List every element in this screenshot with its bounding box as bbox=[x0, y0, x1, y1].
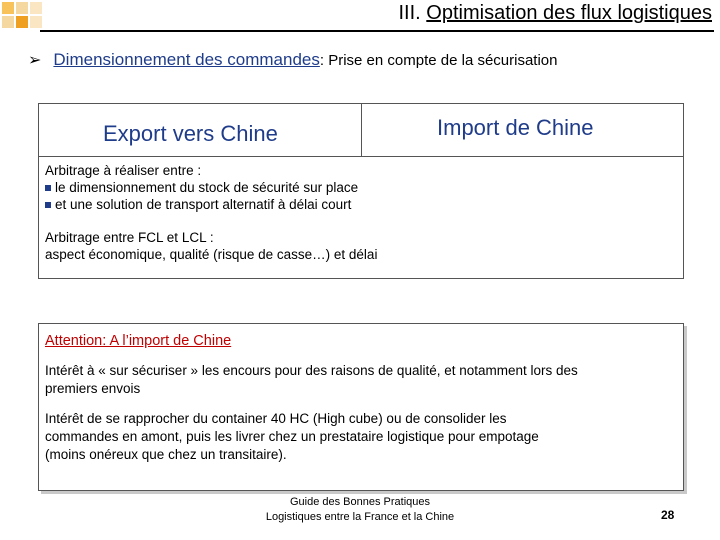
footer-line: Guide des Bonnes Pratiques bbox=[289, 496, 431, 508]
paragraph-encours bbox=[45, 362, 677, 398]
list-item bbox=[45, 196, 377, 213]
paragraph-line: Intérêt de se rapprocher du container 40 HC (High cube) ou de consolider les bbox=[45, 411, 507, 426]
bullet-heading: Dimensionnement des commandes bbox=[53, 50, 320, 69]
paragraph-line: (moins onéreux que chez un transitaire). bbox=[45, 447, 287, 462]
arrow-bullet-icon: ➢ bbox=[28, 52, 42, 69]
list-item-text: le dimensionnement du stock de sécurité sur place bbox=[55, 180, 359, 195]
footer-line: Logistiques entre la France et la Chine bbox=[265, 511, 455, 523]
paragraph-container bbox=[45, 410, 677, 464]
section-number: III. bbox=[398, 2, 421, 24]
slide-title bbox=[399, 2, 713, 25]
arbitrage-detail: aspect économique, qualité (risque de casse…) et délai bbox=[45, 247, 378, 262]
arbitrage-title: Arbitrage entre FCL et LCL : bbox=[45, 230, 214, 245]
footer-text bbox=[250, 495, 470, 525]
comparison-box bbox=[38, 103, 684, 279]
export-heading: Export vers Chine bbox=[103, 121, 278, 146]
page-number: 28 bbox=[661, 508, 675, 522]
list-item bbox=[45, 179, 377, 196]
import-heading: Import de Chine bbox=[437, 115, 594, 140]
box-content bbox=[45, 162, 377, 263]
paragraph-line: premiers envois bbox=[45, 381, 141, 396]
title-underline bbox=[40, 30, 714, 32]
square-bullet-icon bbox=[45, 185, 51, 191]
paragraph-line: commandes en amont, puis les livrer chez un prestataire logistique pour empotage bbox=[45, 429, 539, 444]
main-bullet bbox=[28, 50, 558, 70]
corner-decoration bbox=[0, 0, 60, 40]
column-divider bbox=[361, 104, 362, 156]
arbitrage-intro: Arbitrage à réaliser entre : bbox=[45, 163, 202, 178]
square-bullet-icon bbox=[45, 202, 51, 208]
attention-heading: Attention: A l’import de Chine bbox=[45, 333, 232, 349]
section-title: Optimisation des flux logistiques bbox=[426, 2, 712, 24]
paragraph-line: Intérêt à « sur sécuriser » les encours pour des raisons de qualité, et notamment lors des bbox=[45, 363, 578, 378]
attention-box bbox=[38, 323, 684, 491]
list-item-text: et une solution de transport alternatif à délai court bbox=[55, 197, 352, 212]
bullet-subheading: : Prise en compte de la sécurisation bbox=[319, 52, 558, 69]
